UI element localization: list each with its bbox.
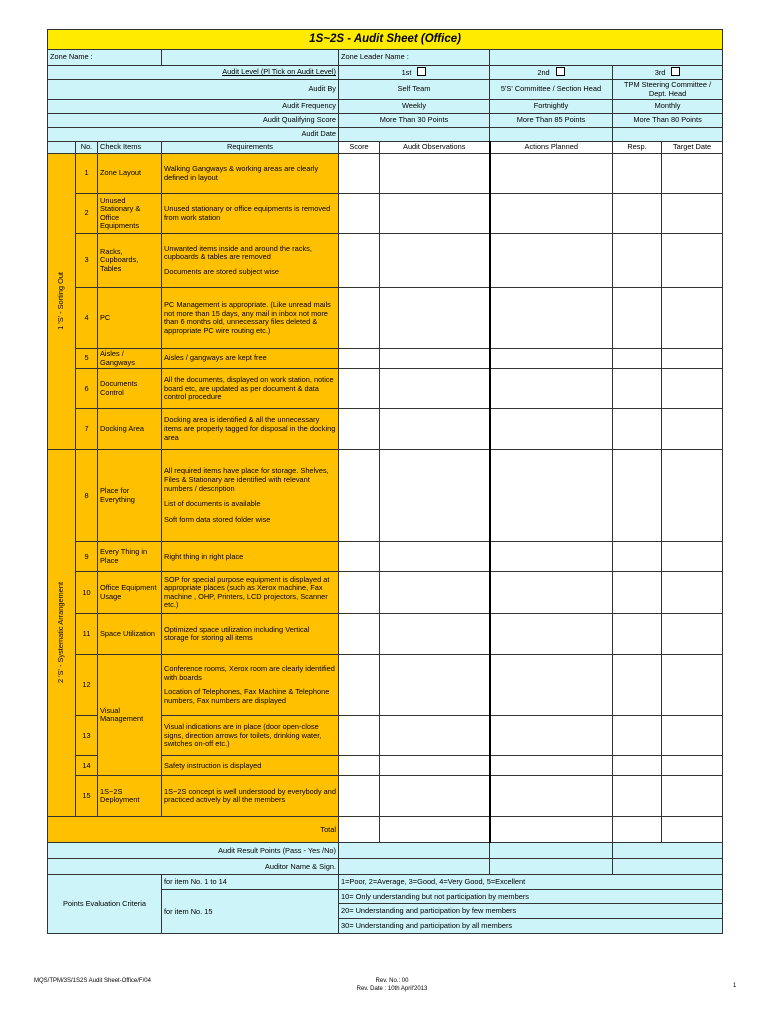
target-date-cell[interactable] xyxy=(662,288,723,349)
audit-by-2: 5'S' Committee / Section Head xyxy=(490,80,613,100)
resp-cell[interactable] xyxy=(613,234,662,288)
check-item: Visual Management xyxy=(98,655,162,776)
sheet-title: 1S~2S - Audit Sheet (Office) xyxy=(48,30,723,50)
result-cell-2[interactable] xyxy=(490,843,613,859)
audit-by-label: Audit By xyxy=(48,80,339,100)
row-no: 12 xyxy=(76,655,98,716)
col-observations: Audit Observations xyxy=(380,142,490,154)
level-2nd: 2nd xyxy=(490,66,613,80)
criteria-item-15: for item No. 15 xyxy=(162,890,339,934)
level-2nd-checkbox[interactable] xyxy=(556,67,565,76)
row-no: 14 xyxy=(76,756,98,776)
target-date-cell[interactable] xyxy=(662,409,723,450)
zone-name-label: Zone Name : xyxy=(48,50,162,66)
target-date-cell[interactable] xyxy=(662,614,723,655)
observation-cell[interactable] xyxy=(380,776,490,817)
score-cell[interactable] xyxy=(339,154,380,194)
check-item: 1S~2S Deployment xyxy=(98,776,162,817)
col-no: No. xyxy=(76,142,98,154)
revision-number: Rev. No.: 00 xyxy=(375,978,409,984)
row-no: 9 xyxy=(76,542,98,572)
observation-cell[interactable] xyxy=(380,655,490,716)
action-cell[interactable] xyxy=(490,614,613,655)
row-no: 10 xyxy=(76,572,98,614)
observation-cell[interactable] xyxy=(380,450,490,542)
resp-cell[interactable] xyxy=(613,756,662,776)
audit-date-3[interactable] xyxy=(613,128,723,142)
resp-cell[interactable] xyxy=(613,288,662,349)
check-item: Space Utilization xyxy=(98,614,162,655)
zone-name-field[interactable] xyxy=(162,50,339,66)
section-1-label: 1 'S' - Sorting Out xyxy=(48,154,76,450)
total-observation-cell[interactable] xyxy=(380,817,490,843)
resp-cell[interactable] xyxy=(613,349,662,369)
action-cell[interactable] xyxy=(490,756,613,776)
action-cell[interactable] xyxy=(490,776,613,817)
check-item: Every Thing in Place xyxy=(98,542,162,572)
requirement: PC Management is appropriate. (Like unread mails not more than 15 days, any mail in inbox not more than 6 months old, unnecessary files deleted & appropriate PC wire routing etc.) xyxy=(162,288,339,349)
criteria-scale-15-a: 10= Only understanding but not participation by members xyxy=(339,890,723,904)
col-requirements: Requirements xyxy=(162,142,339,154)
col-target-date: Target Date xyxy=(662,142,723,154)
resp-cell[interactable] xyxy=(613,450,662,542)
target-date-cell[interactable] xyxy=(662,542,723,572)
target-date-cell[interactable] xyxy=(662,655,723,716)
audit-date-2[interactable] xyxy=(490,128,613,142)
target-date-cell[interactable] xyxy=(662,776,723,817)
audit-sheet xyxy=(47,29,722,934)
row-no: 5 xyxy=(76,349,98,369)
row-no: 11 xyxy=(76,614,98,655)
row-no: 4 xyxy=(76,288,98,349)
audit-date-1[interactable] xyxy=(339,128,490,142)
score-cell[interactable] xyxy=(339,369,380,409)
criteria-label: Points Evaluation Criteria xyxy=(48,875,162,934)
score-1: More Than 30 Points xyxy=(339,114,490,128)
col-resp: Resp. xyxy=(613,142,662,154)
score-cell[interactable] xyxy=(339,234,380,288)
score-cell[interactable] xyxy=(339,756,380,776)
target-date-cell[interactable] xyxy=(662,450,723,542)
row-no: 1 xyxy=(76,154,98,194)
auditor-cell-3[interactable] xyxy=(613,859,723,875)
frequency-2: Fortnightly xyxy=(490,100,613,114)
check-item: Racks, Cupboards, Tables xyxy=(98,234,162,288)
requirement: SOP for special purpose equipment is displayed at appropriate places (such as Xerox machine, Fax machine , OHP, Printers, LCD projectors, Scanner etc.) xyxy=(162,572,339,614)
score-cell[interactable] xyxy=(339,349,380,369)
score-cell[interactable] xyxy=(339,776,380,817)
row-no: 13 xyxy=(76,716,98,756)
observation-cell[interactable] xyxy=(380,369,490,409)
qualifying-score-label: Audit Qualifying Score xyxy=(48,114,339,128)
observation-cell[interactable] xyxy=(380,154,490,194)
score-cell[interactable] xyxy=(339,542,380,572)
row-no: 3 xyxy=(76,234,98,288)
resp-cell[interactable] xyxy=(613,614,662,655)
col-actions: Actions Planned xyxy=(490,142,613,154)
zone-leader-field[interactable] xyxy=(490,50,723,66)
requirement: Right thing in right place xyxy=(162,542,339,572)
action-cell[interactable] xyxy=(490,194,613,234)
resp-cell[interactable] xyxy=(613,154,662,194)
criteria-item-1-14: for item No. 1 to 14 xyxy=(162,875,339,890)
observation-cell[interactable] xyxy=(380,288,490,349)
section-2-label: 2 'S' - Systematic Arrangement xyxy=(48,450,76,817)
audit-table xyxy=(47,29,723,934)
row-no: 15 xyxy=(76,776,98,817)
level-1st-checkbox[interactable] xyxy=(417,67,426,76)
action-cell[interactable] xyxy=(490,234,613,288)
audit-level-label: Audit Level (Pl Tick on Audit Level) xyxy=(48,66,339,80)
row-no: 8 xyxy=(76,450,98,542)
resp-cell[interactable] xyxy=(613,369,662,409)
level-3rd-checkbox[interactable] xyxy=(671,67,680,76)
score-cell[interactable] xyxy=(339,572,380,614)
score-cell[interactable] xyxy=(339,288,380,349)
action-cell[interactable] xyxy=(490,655,613,716)
row-no: 2 xyxy=(76,194,98,234)
audit-by-3: TPM Steering Committee / Dept. Head xyxy=(613,80,723,100)
score-cell[interactable] xyxy=(339,409,380,450)
requirement: Unwanted items inside and around the racks, cupboards & tables are removed Documents are stored subject wise xyxy=(162,234,339,288)
check-item: Documents Control xyxy=(98,369,162,409)
total-target-cell[interactable] xyxy=(662,817,723,843)
check-item: Place for Everything xyxy=(98,450,162,542)
zone-leader-label: Zone Leader Name : xyxy=(339,50,490,66)
target-date-cell[interactable] xyxy=(662,369,723,409)
observation-cell[interactable] xyxy=(380,756,490,776)
target-date-cell[interactable] xyxy=(662,194,723,234)
check-item: Unused Stationary & Office Equipments xyxy=(98,194,162,234)
target-date-cell[interactable] xyxy=(662,154,723,194)
resp-cell[interactable] xyxy=(613,776,662,817)
score-3: More Than 80 Points xyxy=(613,114,723,128)
page-number: 1 xyxy=(733,983,737,989)
check-item: Aisles / Gangways xyxy=(98,349,162,369)
col-check-items: Check Items xyxy=(98,142,162,154)
auditor-label: Auditor Name & Sign. xyxy=(48,859,339,875)
target-date-cell[interactable] xyxy=(662,234,723,288)
target-date-cell[interactable] xyxy=(662,716,723,756)
auditor-cell-2[interactable] xyxy=(490,859,613,875)
target-date-cell[interactable] xyxy=(662,572,723,614)
action-cell[interactable] xyxy=(490,716,613,756)
requirement: Safety instruction is displayed xyxy=(162,756,339,776)
action-cell[interactable] xyxy=(490,154,613,194)
target-date-cell[interactable] xyxy=(662,349,723,369)
frequency-3: Monthly xyxy=(613,100,723,114)
score-cell[interactable] xyxy=(339,450,380,542)
resp-cell[interactable] xyxy=(613,716,662,756)
target-date-cell[interactable] xyxy=(662,756,723,776)
action-cell[interactable] xyxy=(490,349,613,369)
resp-cell[interactable] xyxy=(613,194,662,234)
criteria-scale-1-14: 1=Poor, 2=Average, 3=Good, 4=Very Good, 5=Excellent xyxy=(339,875,723,890)
score-2: More Than 85 Points xyxy=(490,114,613,128)
check-item: Zone Layout xyxy=(98,154,162,194)
level-1st: 1st xyxy=(339,66,490,80)
requirement: All required items have place for storage. Shelves, Files & Stationary are identified with relevant numbers / description List of documents is available Soft form data stored folder wise xyxy=(162,450,339,542)
action-cell[interactable] xyxy=(490,572,613,614)
criteria-scale-15-b: 20= Understanding and participation by few members xyxy=(339,904,723,919)
row-no: 7 xyxy=(76,409,98,450)
resp-cell[interactable] xyxy=(613,572,662,614)
action-cell[interactable] xyxy=(490,542,613,572)
requirement: Unused stationary or office equipments is removed from work station xyxy=(162,194,339,234)
score-cell[interactable] xyxy=(339,614,380,655)
check-item: Docking Area xyxy=(98,409,162,450)
audit-by-1: Self Team xyxy=(339,80,490,100)
requirement: Docking area is identified & all the unnecessary items are properly tagged for disposal in the docking area xyxy=(162,409,339,450)
revision-date: Rev. Date : 10th April'2013 xyxy=(356,985,428,992)
frequency-label: Audit Frequency xyxy=(48,100,339,114)
observation-cell[interactable] xyxy=(380,349,490,369)
check-item: Office Equipment Usage xyxy=(98,572,162,614)
action-cell[interactable] xyxy=(490,369,613,409)
audit-result-label: Audit Result Points (Pass - Yes /No) xyxy=(48,843,339,859)
col-score: Score xyxy=(339,142,380,154)
observation-cell[interactable] xyxy=(380,572,490,614)
criteria-scale-15-c: 30= Understanding and participation by all members xyxy=(339,919,723,934)
requirement: Visual indications are in place (door open-close signs, direction arrows for toilets, drinking water, switches on-off etc.) xyxy=(162,716,339,756)
document-number: MQS/TPM/3S/1S2S Audit Sheet-Office/F/04 xyxy=(34,978,151,984)
frequency-1: Weekly xyxy=(339,100,490,114)
observation-cell[interactable] xyxy=(380,542,490,572)
observation-cell[interactable] xyxy=(380,716,490,756)
level-3rd: 3rd xyxy=(613,66,723,80)
audit-date-label: Audit Date xyxy=(48,128,339,142)
total-action-cell[interactable] xyxy=(490,817,613,843)
revision-info xyxy=(352,978,432,993)
requirement: All the documents, displayed on work station, notice board etc, are updated as per document & data control procedure xyxy=(162,369,339,409)
action-cell[interactable] xyxy=(490,288,613,349)
observation-cell[interactable] xyxy=(380,409,490,450)
col-section-blank xyxy=(48,142,76,154)
auditor-cell-1[interactable] xyxy=(339,859,490,875)
resp-cell[interactable] xyxy=(613,542,662,572)
observation-cell[interactable] xyxy=(380,614,490,655)
requirement: Conference rooms, Xerox room are clearly identified with boards Location of Telephones, Fax Machine & Telephone numbers, Fax numbers are displayed xyxy=(162,655,339,716)
action-cell[interactable] xyxy=(490,450,613,542)
check-item: PC xyxy=(98,288,162,349)
requirement: Walking Gangways & working areas are clearly defined in layout xyxy=(162,154,339,194)
observation-cell[interactable] xyxy=(380,234,490,288)
requirement: Optimized space utilization including Vertical storage for storing all items xyxy=(162,614,339,655)
score-cell[interactable] xyxy=(339,716,380,756)
result-cell-1[interactable] xyxy=(339,843,490,859)
action-cell[interactable] xyxy=(490,409,613,450)
resp-cell[interactable] xyxy=(613,655,662,716)
row-no: 6 xyxy=(76,369,98,409)
observation-cell[interactable] xyxy=(380,194,490,234)
total-score-cell[interactable] xyxy=(339,817,380,843)
result-cell-3[interactable] xyxy=(613,843,723,859)
resp-cell[interactable] xyxy=(613,409,662,450)
requirement: Aisles / gangways are kept free xyxy=(162,349,339,369)
total-resp-cell[interactable] xyxy=(613,817,662,843)
total-label: Total xyxy=(48,817,339,843)
requirement: 1S~2S concept is well understood by everybody and practiced actively by all the members xyxy=(162,776,339,817)
score-cell[interactable] xyxy=(339,194,380,234)
score-cell[interactable] xyxy=(339,655,380,716)
